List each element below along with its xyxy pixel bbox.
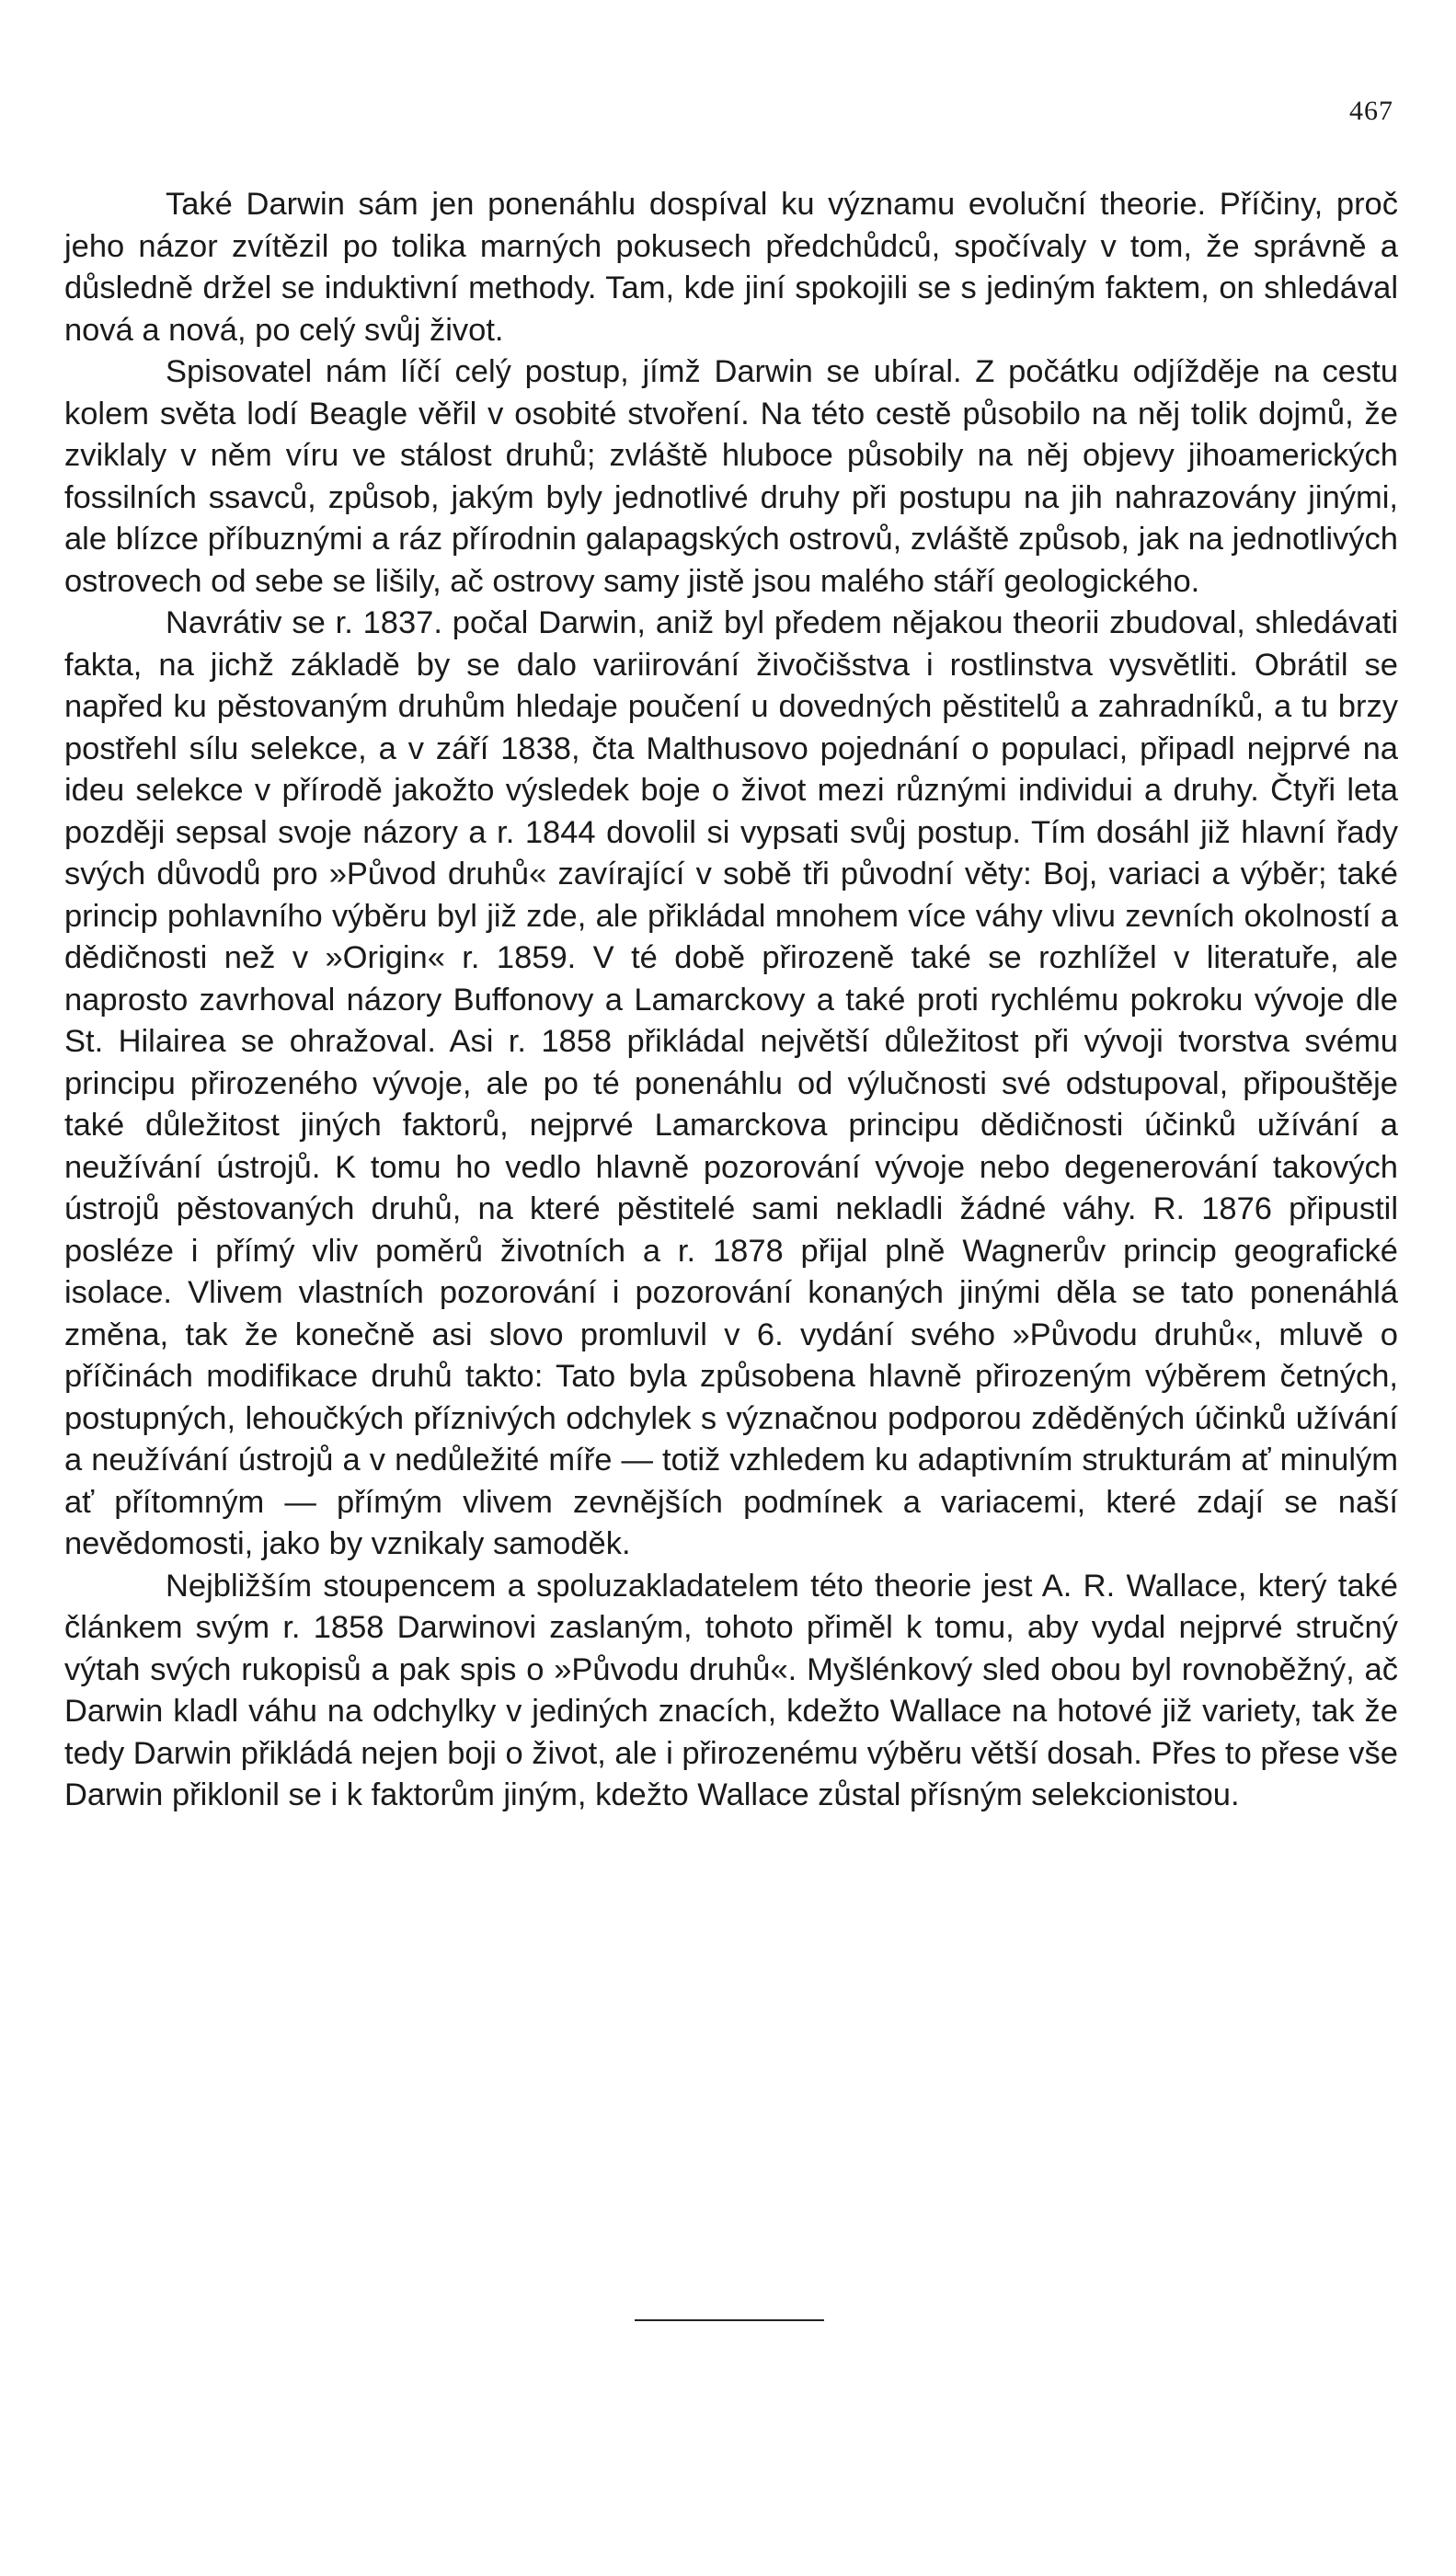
- section-divider: [635, 2319, 824, 2321]
- paragraph: Také Darwin sám jen ponenáhlu dospíval ku významu evoluční theorie. Příčiny, proč jeho názor zvítězil po tolika marných pokusech předchůdců, spočívaly v tom, že správně a důsledně držel se induktivní methody. Tam, kde jiní spokojili se s jediným faktem, on shledával nová a nová, po celý svůj život.: [64, 187, 1398, 348]
- body-text: [64, 184, 1398, 1817]
- page-number: 467: [1349, 96, 1393, 126]
- paragraph: Nejbližším stoupencem a spoluzakladatelem této theorie jest A. R. Wallace, který také článkem svým r. 1858 Darwinovi zaslaným, tohoto přiměl k tomu, aby vydal nejprvé stručný výtah svých rukopisů a pak spis o »Původu druhů«. Myšlénkový sled obou byl rovnoběžný, ač Darwin kladl váhu na odchylky v jediných znacích, kdežto Wallace na hotové již variety, tak že tedy Darwin přikládá nejen boji o život, ale i přirozenému výběru větší dosah. Přes to přese vše Darwin přiklonil se i k faktorům jiným, kdežto Wallace zůstal přísným selekcionistou.: [64, 1568, 1398, 1812]
- paragraph: Spisovatel nám líčí celý postup, jímž Darwin se ubíral. Z počátku odjížděje na cestu kolem světa lodí Beagle věřil v osobité stvoření. Na této cestě působilo na něj tolik dojmů, že zviklaly v něm víru ve stálost druhů; zvláště hluboce působily na něj objevy jihoamerických fossilních ssavců, způsob, jakým byly jednotlivé druhy při postupu na jih nahrazovány jinými, ale blízce příbuznými a ráz přírodnin galapagských ostrovů, zvláště způsob, jak na jednotlivých ostrovech od sebe se lišily, ač ostrovy samy jistě jsou malého stáří geologického.: [64, 354, 1398, 599]
- paragraph: Navrátiv se r. 1837. počal Darwin, aniž byl předem nějakou theorii zbudoval, shledávati fakta, na jichž základě by se dalo variirování živočišstva i rostlinstva vysvětliti. Obrátil se napřed ku pěstovaným druhům hledaje poučení u dovedných pěstitelů a zahradníků, a tu brzy postřehl sílu selekce, a v září 1838, čta Malthusovo pojednání o populaci, připadl nejprvé na ideu selekce v přírodě jakožto výsledek boje o život mezi různými individui a druhy. Čtyři leta později sepsal svoje názory a r. 1844 dovolil si vypsati svůj postup. Tím dosáhl již hlavní řady svých důvodů pro »Původ druhů« zavírající v sobě tři původní věty: Boj, variaci a výběr; také princip pohlavního výběru byl již zde, ale přikládal mnohem více váhy vlivu zevních okolností a dědičnosti než v »Origin« r. 1859. V té době přirozeně také se rozhlížel v literatuře, ale naprosto zavrhoval názory Buffonovy a Lamarckovy a také proti rychlému pokroku vývoje dle St. Hilairea se ohražoval. Asi r. 1858 přikládal největší důležitost při vývoji tvorstva svému principu přirozeného vývoje, ale po té ponenáhlu od výlučnosti své odstupoval, připouštěje také důležitost jiných faktorů, nejprvé Lamarckova principu dědičnosti účinků užívání a neužívání ústrojů. K tomu ho vedlo hlavně pozorování vývoje nebo degenerování takových ústrojů pěstovaných druhů, na které pěstitelé sami nekladli žádné váhy. R. 1876 připustil posléze i přímý vliv poměrů životních a r. 1878 přijal plně Wagnerův princip geografické isolace. Vlivem vlastních pozorování i pozorování konaných jinými děla se tato ponenáhlá změna, tak že konečně asi slovo promluvil v 6. vydání svého »Původu druhů«, mluvě o příčinách modifikace druhů takto: Tato byla způsobena hlavně přirozeným výběrem četných, postupných, lehoučkých příznivých odchylek s význačnou podporou zděděných účinků užívání a neužívání ústrojů a v nedůležité míře — totiž vzhledem ku adaptivním strukturám ať minulým ať přítomným — přímým vlivem zevnějších podmínek a variacemi, které zdají se naší nevědomosti, jako by vznikaly samoděk.: [64, 605, 1398, 1561]
